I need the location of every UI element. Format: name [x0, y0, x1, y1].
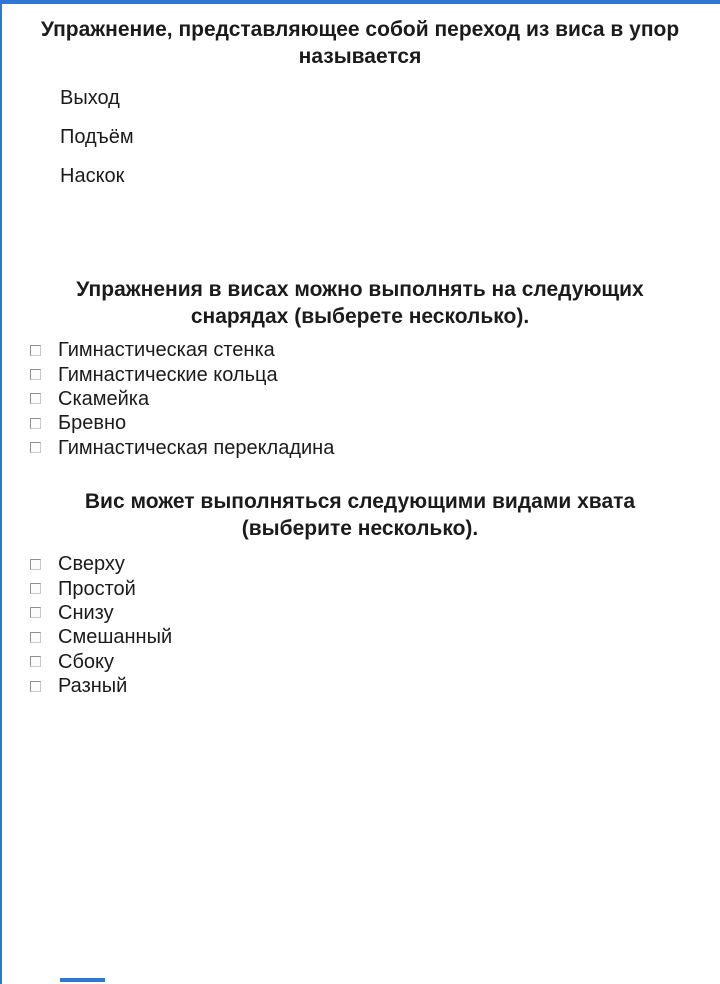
- checkbox-label: Сверху: [58, 553, 125, 576]
- question-3-title: [0, 488, 720, 542]
- checkbox-option[interactable]: [30, 625, 172, 649]
- checkbox-label: Снизу: [58, 601, 114, 624]
- checkbox-icon[interactable]: [30, 418, 41, 429]
- question-1-title: [0, 16, 720, 70]
- checkbox-icon[interactable]: [30, 345, 41, 356]
- checkbox-option[interactable]: [30, 338, 334, 362]
- checkbox-label: Скамейка: [58, 387, 150, 410]
- checkbox-icon[interactable]: [30, 393, 41, 404]
- checkbox-icon[interactable]: [30, 369, 41, 380]
- checkbox-label: Разный: [58, 675, 128, 698]
- checkbox-option[interactable]: [30, 436, 334, 460]
- checkbox-option[interactable]: [30, 552, 172, 576]
- question-3-title-text: Вис может выполняться следующими видами хвата (выберите несколько).: [84, 490, 636, 540]
- checkbox-icon[interactable]: [30, 442, 41, 453]
- checkbox-label: Простой: [58, 577, 136, 600]
- checkbox-label: Гимнастическая перекладина: [58, 436, 335, 459]
- answer-option[interactable]: Выход: [60, 87, 120, 109]
- top-border-line: [0, 0, 720, 4]
- question-2-title: [0, 276, 720, 330]
- checkbox-option[interactable]: [30, 650, 172, 674]
- checkbox-label: Гимнастическая стенка: [58, 339, 275, 362]
- checkbox-option[interactable]: [30, 674, 172, 698]
- question-3-options: [30, 552, 172, 698]
- checkbox-icon[interactable]: [30, 559, 41, 570]
- question-2-title-text: Упражнения в висах можно выполнять на следующих снарядах (выберете несколько).: [76, 278, 644, 328]
- question-1-title-text: Упражнение, представляющее собой переход из виса в упор называется: [40, 18, 680, 68]
- answer-option[interactable]: Подъём: [60, 126, 134, 148]
- checkbox-icon[interactable]: [30, 583, 41, 594]
- checkbox-icon[interactable]: [30, 656, 41, 667]
- checkbox-option[interactable]: [30, 362, 334, 386]
- checkbox-label: Бревно: [58, 412, 127, 435]
- checkbox-label: Гимнастические кольца: [58, 363, 278, 386]
- question-2-options: [30, 338, 334, 460]
- checkbox-icon[interactable]: [30, 632, 41, 643]
- checkbox-label: Сбоку: [58, 650, 114, 673]
- checkbox-icon[interactable]: [30, 607, 41, 618]
- answer-option[interactable]: Наскок: [60, 165, 125, 187]
- checkbox-option[interactable]: [30, 576, 172, 600]
- checkbox-icon[interactable]: [30, 681, 41, 692]
- question-1-options: [60, 79, 134, 196]
- checkbox-label: Смешанный: [58, 626, 173, 649]
- checkbox-option[interactable]: [30, 601, 172, 625]
- checkbox-option[interactable]: [30, 387, 334, 411]
- bottom-border-dash: [60, 978, 105, 982]
- checkbox-option[interactable]: [30, 411, 334, 435]
